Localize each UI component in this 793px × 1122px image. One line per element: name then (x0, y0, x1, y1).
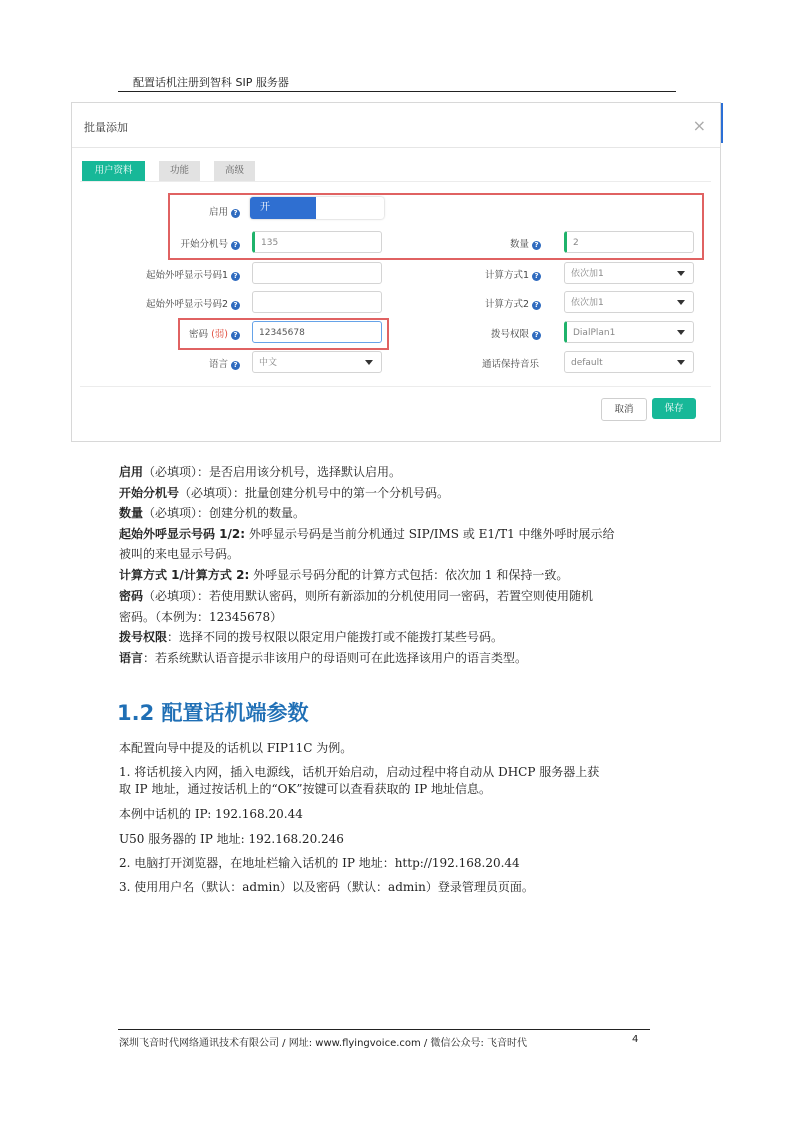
running-header: 配置话机注册到智科 SIP 服务器 (133, 76, 289, 89)
chevron-down-icon (677, 271, 685, 276)
body-line: 本例中话机的 IP: 192.168.20.44 (119, 807, 303, 821)
language-label: 语言 ? (209, 356, 240, 370)
language-value: 中文 (259, 358, 278, 368)
calc2-value: 依次加1 (571, 298, 604, 308)
desc-callerid: 起始外呼显示号码 1/2: 外呼显示号码是当前分机通过 SIP/IMS 或 E1/T1 中继外呼时展示给 (119, 527, 615, 541)
help-icon[interactable]: ? (231, 361, 240, 370)
enable-toggle[interactable] (250, 197, 384, 219)
body-line: 3. 使用用户名（默认：admin）以及密码（默认：admin）登录管理员页面。 (119, 880, 534, 894)
dialog-divider (72, 147, 720, 148)
body-line: 2. 电脑打开浏览器，在地址栏输入话机的 IP 地址：http://192.168.20.44 (119, 856, 520, 870)
page-number: 4 (632, 1034, 639, 1045)
start-ext-label: 开始分机号 ? (180, 236, 240, 250)
chevron-down-icon (677, 360, 685, 365)
help-icon[interactable]: ? (231, 272, 240, 281)
tab-advanced[interactable]: 高级 (214, 161, 255, 181)
help-icon[interactable]: ? (532, 241, 541, 250)
password-label: 密码 (弱) ? (189, 326, 240, 340)
chevron-down-icon (365, 360, 373, 365)
body-line: 本配置向导中提及的话机以 FIP11C 为例。 (119, 741, 353, 755)
hold-music-value: default (571, 358, 603, 368)
footer-divider (80, 386, 711, 387)
close-icon[interactable]: × (692, 116, 706, 135)
calc1-select[interactable] (564, 262, 694, 284)
footer-rule (118, 1029, 650, 1030)
calc1-value: 依次加1 (571, 269, 604, 279)
desc-count: 数量（必填项）：创建分机的数量。 (119, 506, 306, 520)
hold-music-select[interactable] (564, 351, 694, 373)
desc-start-ext: 开始分机号（必填项）：批量创建分机号中的第一个分机号码。 (119, 486, 450, 500)
desc-calc: 计算方式 1/计算方式 2: 外呼显示号码分配的计算方式包括：依次加 1 和保持一致。 (119, 568, 569, 582)
calc2-select[interactable] (564, 291, 694, 313)
header-rule (118, 91, 676, 92)
calc2-label: 计算方式2 ? (485, 296, 541, 310)
enable-toggle-on: 开 (250, 197, 316, 219)
dial-perm-label: 拨号权限 ? (491, 326, 541, 340)
desc-enable: 启用（必填项）：是否启用该分机号，选择默认启用。 (119, 465, 402, 479)
count-label: 数量 ? (510, 236, 541, 250)
password-input[interactable]: 12345678 (252, 321, 382, 343)
help-icon[interactable]: ? (532, 301, 541, 310)
tab-user-profile[interactable]: 用户资料 (82, 161, 145, 181)
start-ext-input[interactable]: 135 (252, 231, 382, 253)
tab-divider (80, 181, 711, 182)
body-line: 取 IP 地址，通过按话机上的“OK”按键可以查看获取的 IP 地址信息。 (119, 782, 491, 796)
enable-label: 启用 ? (209, 204, 240, 218)
dial-perm-value: DialPlan1 (573, 328, 616, 338)
batch-add-dialog-screenshot (71, 102, 721, 442)
desc-callerid-cont: 被叫的来电显示号码。 (119, 547, 240, 561)
language-select[interactable] (252, 351, 382, 373)
help-icon[interactable]: ? (231, 241, 240, 250)
help-icon[interactable]: ? (231, 209, 240, 218)
cancel-button[interactable]: 取消 (601, 398, 647, 421)
callerid2-input[interactable] (252, 291, 382, 313)
chevron-down-icon (677, 300, 685, 305)
desc-password: 密码（必填项）：若使用默认密码，则所有新添加的分机使用同一密码，若置空则使用随机 (119, 589, 594, 603)
count-input[interactable]: 2 (564, 231, 694, 253)
page-footer: 深圳飞音时代网络通讯技术有限公司 / 网址: www.flyingvoice.com / 微信公众号: 飞音时代 (119, 1038, 528, 1049)
callerid1-input[interactable] (252, 262, 382, 284)
callerid2-label: 起始外呼显示号码2 ? (146, 296, 240, 310)
hold-music-label: 通话保持音乐 (481, 359, 539, 370)
dial-perm-select[interactable] (564, 321, 694, 343)
chevron-down-icon (677, 330, 685, 335)
help-icon[interactable]: ? (231, 301, 240, 310)
body-line: 1. 将话机接入内网，插入电源线，话机开始启动，启动过程中将自动从 DHCP 服务器上获 (119, 765, 600, 779)
help-icon[interactable]: ? (532, 272, 541, 281)
help-icon[interactable]: ? (532, 331, 541, 340)
help-icon[interactable]: ? (231, 331, 240, 340)
calc1-label: 计算方式1 ? (485, 267, 541, 281)
dialog-title: 批量添加 (84, 121, 128, 134)
desc-password-cont: 密码。（本例为：12345678） (119, 610, 283, 624)
save-button[interactable]: 保存 (652, 398, 696, 419)
body-line: U50 服务器的 IP 地址: 192.168.20.246 (119, 832, 344, 846)
dialog-edge-bar (721, 103, 723, 143)
password-strength: (弱) (211, 329, 228, 340)
desc-language: 语言：若系统默认语音提示非该用户的母语则可在此选择该用户的语言类型。 (119, 651, 528, 665)
section-heading: 1.2 配置话机端参数 (117, 701, 309, 725)
callerid1-label: 起始外呼显示号码1 ? (146, 267, 240, 281)
desc-dial-perm: 拨号权限：选择不同的拨号权限以限定用户能拨打或不能拨打某些号码。 (119, 630, 504, 644)
tab-features[interactable]: 功能 (159, 161, 200, 181)
